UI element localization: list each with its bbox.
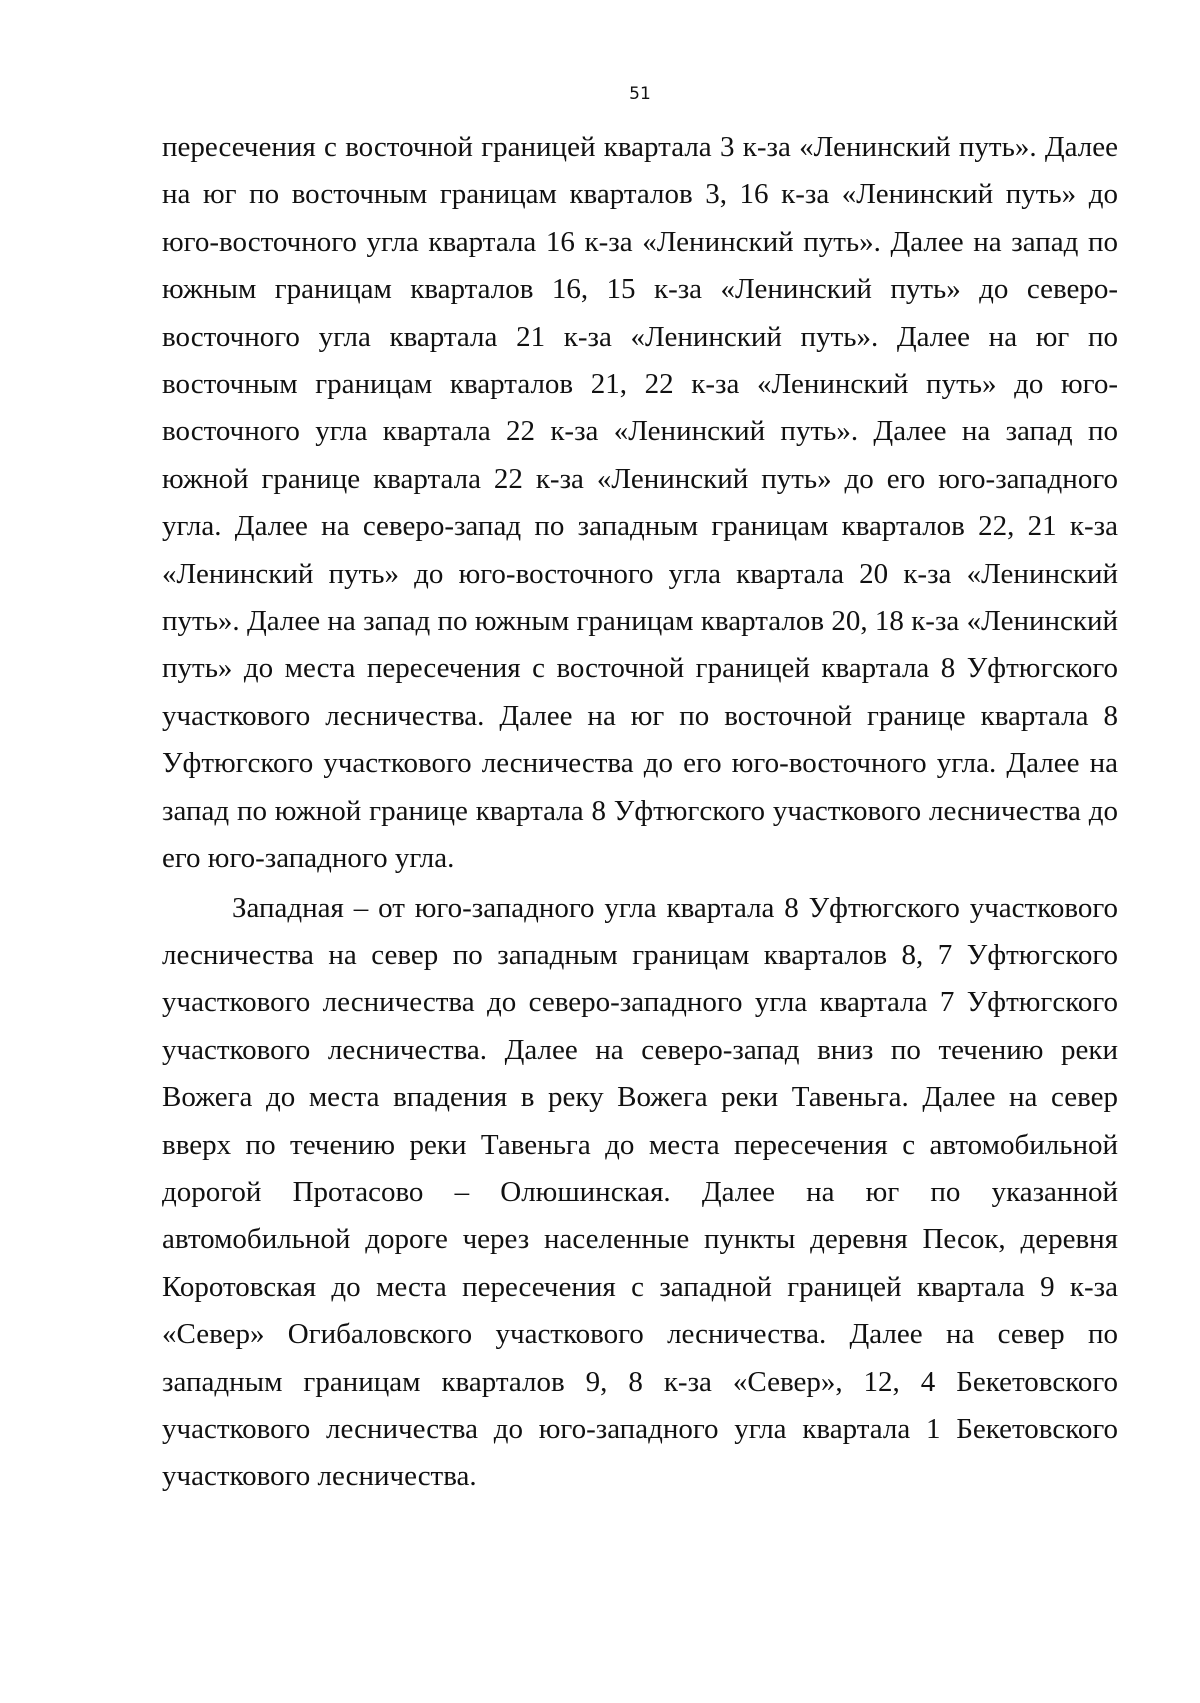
paragraph-western-boundary: Западная – от юго-западного угла квартала 8 Уфтюгского участкового лесничества на север по западным границам кварталов 8, 7 Уфтюгского участкового лесничества до северо-западного угла квартала 7 Уфтюгского участкового лесничества. Далее на северо-запад вниз по течению реки Вожега до места впадения в реку Вожега реки Тавеньга. Далее на север вверх по течению реки Тавеньга до места пересечения с автомобильной дорогой Протасово – Олюшинская. Далее на юг по указанной автомобильной дороге через населенные пункты деревня Песок, деревня Коротовская до места пересечения с западной границей квартала 9 к-за «Север» Огибаловского участкового лесничества. Далее на север по западным границам кварталов 9, 8 к-за «Север», 12, 4 Бекетовского участкового лесничества до юго-западного угла квартала 1 Бекетовского участкового лесничества. [162,891,1118,1493]
page-number: 51 [629,84,651,104]
body-text [162,124,1118,1501]
paragraph-continuation: пересечения с восточной границей квартала 3 к-за «Ленинский путь». Далее на юг по восточным границам кварталов 3, 16 к-за «Ленинский путь» до юго-восточного угла квартала 16 к-за «Ленинский путь». Далее на запад по южным границам кварталов 16, 15 к-за «Ленинский путь» до северо-восточного угла квартала 21 к-за «Ленинский путь». Далее на юг по восточным границам кварталов 21, 22 к-за «Ленинский путь» до юго-восточного угла квартала 22 к-за «Ленинский путь». Далее на запад по южной границе квартала 22 к-за «Ленинский путь» до его юго-западного угла. Далее на северо-запад по западным границам кварталов 22, 21 к-за «Ленинский путь» до юго-восточного угла квартала 20 к-за «Ленинский путь». Далее на запад по южным границам кварталов 20, 18 к-за «Ленинский путь» до места пересечения с восточной границей квартала 8 Уфтюгского участкового лесничества. Далее на юг по восточной границе квартала 8 Уфтюгского участкового лесничества до его юго-восточного угла. Далее на запад по южной границе квартала 8 Уфтюгского участкового лесничества до его юго-западного угла. [162,131,1118,875]
